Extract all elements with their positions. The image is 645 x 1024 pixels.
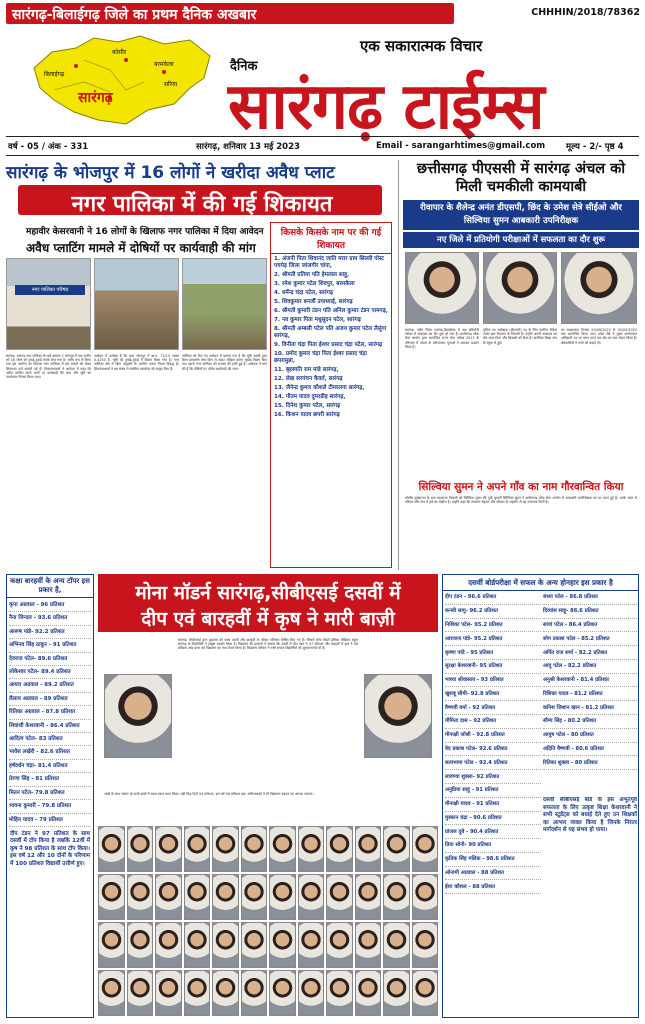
- student-photo: [184, 826, 211, 872]
- list-item: प्रिया सोनी- 90 प्रतिशत: [445, 839, 541, 853]
- story2-subhead3: सिल्विया सुमन ने अपने गाँव का नाम गौरवान्वित किया: [418, 481, 624, 493]
- story2-body-col3: का साक्षात्कार दिनांक 20/09/2022 से 30/09/2022 तक आयोजित किया गया। उमेश सेत्रे ने मुख्य कार्यपालन अधिकारी पद पर चयन प्राप्त कर क्षेत्र का नाम रोशन किया है। क्षेत्रवासियों ने सभी को बधाई दी।: [561, 328, 637, 345]
- list-item: मुस्कान चंद्रा - 90.6 प्रतिशत: [445, 812, 541, 826]
- list-item: आराधना पांडे- 95.2 प्रतिशत: [445, 632, 541, 646]
- student-photo: [241, 826, 268, 872]
- list-item: मीनाक्षी यादव - 91 प्रतिशत: [445, 798, 541, 812]
- complaint-list: [271, 254, 391, 423]
- list-item: मीनाक्षी जोशी - 92.8 प्रतिशत: [445, 729, 541, 743]
- student-photo: [155, 970, 182, 1016]
- student-photo: [127, 922, 154, 968]
- list-item: वैष्णवी वर्मा - 92 प्रतिशत: [445, 701, 541, 715]
- student-photo: [355, 874, 382, 920]
- tenth-toppers-note: दसवीं सीबीएसई बोर्ड के इस अभूतपूर्व सफलता के लिए उत्कृष्ट शिक्षा केशरवानी ने सभी स्टूडेंट्स को बधाई देते हुए उन शिक्षकों का आभार व्यक्त किया है जिनके निरंतर मार्गदर्शन से यह संभव हो पाया।: [543, 797, 637, 834]
- price: मूल्य - 2/- पृष्ठ 4: [566, 142, 624, 152]
- story2-headline: छत्तीसगढ़ पीएससी में सारंगढ़ अंचल को मिली चमकीली कामयाबी: [416, 161, 626, 195]
- student-photo-grid: [98, 826, 438, 1016]
- silviya-photo: [561, 252, 637, 324]
- student-photo: [241, 922, 268, 968]
- list-item: देवराज पटेल- 89.6 प्रतिशत: [9, 653, 91, 666]
- student-photo: [127, 826, 154, 872]
- student-photo: [212, 874, 239, 920]
- student-photo: [184, 922, 211, 968]
- list-item: अनुप्रिया साहू - 91 प्रतिशत: [445, 784, 541, 798]
- tenth-toppers-title: दसवीं बोर्डपरीक्षा में सफल के अन्य होनहार इस प्रकार है: [443, 575, 638, 591]
- issue-number: वर्ष - 05 / अंक - 331: [8, 142, 89, 152]
- list-item: सत्यभामा पटेल - 92.4 प्रतिशत: [445, 756, 541, 770]
- top-banner: [0, 0, 645, 26]
- list-item: लावण्या शुक्ला- 92 प्रतिशत: [445, 770, 541, 784]
- plot-photo-2: [182, 258, 267, 350]
- list-item: लैलाय अग्रवाल - 89 प्रतिशत: [9, 693, 91, 706]
- list-item: 10. प्रमोद कुमार चंद्रा पिता ईश्वर प्रसाद चंद्रा छपरामुन्ना,: [274, 351, 367, 364]
- list-item: अभिनव सिंह ठाकुर - 91 प्रतिशत: [9, 639, 91, 652]
- story1-subhead2: अवैध प्लाटिंग मामले में दोषियों पर कार्यवाही की मांग: [26, 241, 256, 255]
- list-item: लोकेश्वर पटेल- 89.4 प्रतिशत: [9, 666, 91, 679]
- list-item: आयु पटेल - 82.2 प्रतिशत: [543, 660, 637, 674]
- list-item: दीप टंडन - 96.6 प्रतिशत: [445, 591, 541, 605]
- list-item: वेद प्रकाश पटेल- 92.6 प्रतिशत: [445, 743, 541, 757]
- student-photo: [326, 826, 353, 872]
- student-photo: [383, 874, 410, 920]
- list-item: नैना जिन्दल - 93.6 प्रतिशत: [9, 612, 91, 625]
- student-photo: [212, 970, 239, 1016]
- student-photo: [298, 826, 325, 872]
- student-photo: [155, 874, 182, 920]
- student-photo: [155, 922, 182, 968]
- list-item: मितन पटेल- 79.8 प्रतिशत: [9, 787, 91, 800]
- photo-sign: नगर पालिका परिषद: [15, 285, 85, 295]
- student-photo: [326, 874, 353, 920]
- list-item: कनिश जिशान खान - 81.2 प्रतिशत: [543, 701, 637, 715]
- story3-body: सारंगढ़: सीबीएसई द्वारा शुक्रवार को कक्षा दसवीं और बारहवीं के परीक्षा परिणाम घोषित किए गए हैं। जिसमें मोना मॉडर्न इंग्लिश मीडियम स्कूल सारंगढ़ के विद्यार्थियों ने उत्कृष्ट प्रदर्शन किया है। विद्यालय की प्राचार्या ने बताया कि दसवीं में दीप टंडन ने 97 प्रतिशत और बारहवीं में कृष ने 98 प्रतिशत अंक प्राप्त कर विद्यालय का नाम रोशन किया है। विद्यालय परिवार ने सभी सफल विद्यार्थियों को शुभकामनाएं दी हैं।: [178, 638, 358, 651]
- list-item: निशिका पटेल- 95.2 प्रतिशत: [445, 619, 541, 633]
- list-item: 14. गौतम यादव दुमरडीह सारंगढ़,: [274, 394, 346, 400]
- story2-body-col2: पुलिस उप अधीक्षक (डीएसपी) पद के लिए चयनित शैलेन्द्र अनंत ग्राम रीवापार के निवासी हैं। उन्होंने अपनी सफलता का श्रेय माता-पिता और शिक्षकों को दिया है। प्रारंभिक शिक्षा गांव के स्कूल से हुई।: [483, 328, 557, 345]
- student-photo: [269, 874, 296, 920]
- deep-tandon-photo: [104, 674, 172, 758]
- story-psc-success: [398, 160, 639, 570]
- map-place: बिलाईगढ़: [44, 71, 65, 78]
- tenth-toppers-col2: [543, 591, 637, 770]
- complaint-list-box: [270, 222, 392, 568]
- twelfth-toppers-title: कक्षा बारहवीं के अन्य टॉपर इस प्रकार है,: [7, 575, 93, 598]
- student-photo: [98, 970, 125, 1016]
- list-item: कृपा अग्रवाल - 96 प्रतिशत: [9, 599, 91, 612]
- list-item: खुशबू सीमी- 92.8 प्रतिशत: [445, 687, 541, 701]
- student-photo: [241, 970, 268, 1016]
- list-item: कृष्णा पांडे - 95 प्रतिशत: [445, 646, 541, 660]
- student-photo: [326, 970, 353, 1016]
- student-photo: [412, 826, 439, 872]
- twelfth-toppers-box: [6, 574, 94, 1018]
- list-item: आरूष पांडे- 92.2 प्रतिशत: [9, 626, 91, 639]
- student-photo: [412, 922, 439, 968]
- student-photo: [127, 970, 154, 1016]
- story-cbse-results: [98, 574, 438, 1018]
- reg-number: CHHHIN/2018/78362: [531, 7, 640, 18]
- list-item: हर्षवर्धन चंद्रा- 81.4 प्रतिशत: [9, 760, 91, 773]
- list-item: 2. श्रीमती प्रतिमा पति हेमलाल साहू,: [274, 272, 350, 278]
- story1-body-col3: पालिका को दिए गए आवेदन में बताया गया है कि भूमि स्वामी द्वारा बिना डायवर्सन तथा बिना ले-आउट स्वीकृत कराए भूखंड विक्रय किए गए। इससे नगर पालिका को राजस्व की हानि हुई है। आवेदक ने मांग की है कि दोषियों पर उचित कार्यवाही की जाए।: [182, 354, 267, 371]
- list-item: 15. दिनेश कुमार पटेल, सारंगढ़: [274, 403, 341, 409]
- student-photo: [326, 922, 353, 968]
- municipal-office-photo: [6, 258, 91, 350]
- list-item: मौमिता दास - 92 प्रतिशत: [445, 715, 541, 729]
- email: Email - sarangarhtimes@gmail.com: [376, 141, 546, 151]
- student-photo: [355, 922, 382, 968]
- list-item: 9. विनीता चंद्रा पिता ईश्वर प्रसाद चंद्रा पटेल, सारंगढ़: [274, 342, 383, 348]
- student-photo: [184, 970, 211, 1016]
- daily-label: दैनिक: [230, 59, 258, 74]
- story-illegal-plot: [6, 160, 394, 570]
- list-item: दिव्यांश साहू- 86.6 प्रतिशत: [543, 605, 637, 619]
- list-item: 8. श्रीमती अम्बली पटेल पति अजय कुमार पटेल लैलूंगा सारंगढ़,: [274, 326, 387, 339]
- map-label: सारंगढ़: [78, 90, 113, 106]
- student-photo: [98, 874, 125, 920]
- student-photo: [98, 922, 125, 968]
- list-item: मोहित यादव - 79 प्रतिशत: [9, 814, 91, 827]
- twelfth-toppers-list: [7, 598, 93, 828]
- dateline-bar: [6, 136, 639, 156]
- student-photo: [383, 922, 410, 968]
- list-item: रितिका शुक्ला - 80 प्रतिशत: [543, 756, 637, 770]
- list-item: प्रांजल दुबे - 90.4 प्रतिशत: [445, 825, 541, 839]
- story1-body-col2: आवेदन में उल्लेख है कि ग्राम भोजपुर में ख.न. 71/10 रकबा 0.4250 है. भूमि को टुकड़े-टुकड़े में विक्रय किया गया है। नगर पालिका क्षेत्र में बिना अनुमति के प्लाटिंग करना नियम विरुद्ध है। शिकायतकर्ता ने इस संबंध में संबंधित दस्तावेज भी प्रस्तुत किए हैं।: [94, 354, 179, 371]
- tenth-toppers-col1: [445, 591, 541, 894]
- list-item: प्रेरणा सिंह - 81 प्रतिशत: [9, 773, 91, 786]
- list-item: अर्पित राज शर्मा - 82.2 प्रतिशत: [543, 646, 637, 660]
- list-item: रिशिका यादव - 81.2 प्रतिशत: [543, 687, 637, 701]
- student-photo: [412, 970, 439, 1016]
- list-item: सायां पटेल - 86.4 प्रतिशत: [543, 619, 637, 633]
- list-item: रितिका अग्रवाल - 87.8 प्रतिशत: [9, 706, 91, 719]
- story2-subhead1: रीवापार के शैलेन्द्र अनंत डीएसपी, छिंद के उमेश सेत्रे सीईओ और सिल्विया सुमन आबकारी उपनिरीक्षक: [420, 203, 622, 226]
- student-photo: [184, 874, 211, 920]
- student-photo: [98, 826, 125, 872]
- issue-date: सारंगढ़, शनिवार 13 मई 2023: [196, 142, 300, 152]
- list-item: सोम प्रकाश पटेल - 85.2 प्रतिशत: [543, 632, 637, 646]
- student-photo: [269, 922, 296, 968]
- list-item: कृतिक सिंह मलिक - 98.6 प्रतिशत: [445, 853, 541, 867]
- krish-photo: [364, 674, 432, 758]
- student-photo: [212, 922, 239, 968]
- list-item: सुरक्षा केशरवानी- 95 प्रतिशत: [445, 660, 541, 674]
- list-item: 11. बृहस्पति राम मांडे सारंगढ़,: [274, 367, 339, 373]
- list-item: अनुश्री केशरवानी - 81.4 प्रतिशत: [543, 674, 637, 688]
- story3-headline2: दीप एवं बारहवीं में कृष ने मारी बाज़ी: [141, 608, 395, 630]
- story2-subhead2: नए जिले में प्रतियोगी परीक्षाओं में सफलता का दौर शुरू: [437, 234, 605, 244]
- list-item: 5. शिवकुमार बनर्जी उपाध्याई, सारंगढ़: [274, 299, 353, 305]
- slogan: एक सकारात्मक विचार: [360, 37, 483, 55]
- story1-headline2: नगर पालिका में की गई शिकायत: [71, 192, 333, 217]
- district-map: [14, 30, 219, 130]
- list-item: भावेश लखेरी - 82.6 प्रतिशत: [9, 746, 91, 759]
- student-photo: [355, 826, 382, 872]
- student-photo: [127, 874, 154, 920]
- student-photo: [298, 874, 325, 920]
- story3-headline: मोना मॉडर्न सारंगढ़,सीबीएसई दसवीं में: [135, 582, 401, 604]
- student-photo: [269, 970, 296, 1016]
- list-item: आयुष पटेल - 80 प्रतिशत: [543, 729, 637, 743]
- list-item: भाव्या श्रीवास्तव - 93 प्रतिशत: [445, 674, 541, 688]
- student-photo: [298, 970, 325, 1016]
- newspaper-title: सारंगढ़ टाईम्स: [228, 70, 544, 144]
- map-place: बरमकेला: [154, 61, 174, 68]
- student-photo: [383, 826, 410, 872]
- list-item: 13. जैनेन्द्र कुमार कौशले टीमरलगा सारंगढ़,: [274, 385, 365, 391]
- student-photo: [212, 826, 239, 872]
- masthead: [0, 26, 645, 144]
- list-item: भावना कुमारी - 79.8 प्रतिशत: [9, 800, 91, 813]
- list-item: संध्या पटेल - 86.8 प्रतिशत: [543, 591, 637, 605]
- list-item: 6. श्रीमती कुमारी टंडन पति अनिल कुमार टंडन पामगढ़,: [274, 308, 388, 314]
- umesh-photo: [483, 252, 557, 324]
- list-item: अदिति वैष्णवी - 80.6 प्रतिशत: [543, 743, 637, 757]
- shailendra-photo: [405, 252, 479, 324]
- list-item: 1. अंजनी पिता शिवानंद जाति मरार ग्राम सिल्ली पोस्ट पचपेड़ जिला जांजगीर चांपा,: [274, 256, 384, 269]
- list-item: 4. धर्मेन्द्र चंद्रा पटेल, सारंगढ़: [274, 290, 333, 296]
- list-item: ईशा कौशल - 88 प्रतिशत: [445, 880, 541, 894]
- student-photo: [298, 922, 325, 968]
- story1-subhead1: महावीर केसरवानी ने 16 लोगों के खिलाफ नगर पालिका में दिया आवेदन: [26, 227, 264, 237]
- list-item: 12. लेख सरपंचन कैवर्त, सारंगढ़: [274, 376, 343, 382]
- story2-body-bottom: कोसीर मुख्यालय के ग्राम महाराजा निवासी श्री सिल्विया सुमन की पुत्री कुमारी सिल्विया सुमन ने छत्तीसगढ़ लोक सेवा आयोग में आबकारी उपनिरीक्षक पद पर चयन हुई है। उनके चयन से परिवार और गांव में हर्ष का माहौल है। उन्होंने कहा कि लगातार मेहनत और परिवार के सहयोग से यह सफलता मिली है।: [405, 496, 637, 505]
- list-item: सौम्य सिंह - 80.2 प्रतिशत: [543, 715, 637, 729]
- banner-tagline: सारंगढ़-बिलाईगढ़ जिले का प्रथम दैनिक अखबार: [12, 7, 257, 23]
- student-photo: [269, 826, 296, 872]
- map-place: कोसीर: [112, 49, 127, 56]
- list-item: 16. किशन यादव छपरी सारंगढ़: [274, 412, 340, 418]
- twelfth-toppers-note: दीप टंडन ने 97 प्रतिशत के साथ दसवीं में टॉप किया है जबकि 12वीं में कृष ने 98 प्रतिशत के साथ टॉप किया। इस वर्ष 12 और 10 दोनों के परिणाम में 100 प्रतिशत विद्यार्थी उत्तीर्ण हुए।: [10, 830, 90, 867]
- complaint-list-title: किसके किसके नाम पर की गई शिकायत: [271, 223, 391, 254]
- list-item: 3. रमेश कुमार पटेल शिवपुर, बरमकेला: [274, 281, 355, 287]
- list-item: 7. नव कुमार पिता मधुसूदन पटेल, सारंगढ़: [274, 317, 361, 323]
- list-item: शिवांशी केशरवानी - 86.4 प्रतिशत: [9, 720, 91, 733]
- tenth-toppers-box: [442, 574, 639, 1018]
- student-photo: [383, 970, 410, 1016]
- list-item: ओनामी अग्रवाल - 88 प्रतिशत: [445, 867, 541, 881]
- story3-body2: अंकों के साथ सफल रहे सभी छात्रों में प्रथम स्थान प्राप्त किया। वहीं पिछ दिनों 94 प्रतिशत, इस वर्ष 98 प्रतिशत रहा। अभिभावकों ने भी विद्यालय प्रबंधन का आभार जताया।: [104, 792, 314, 796]
- list-item: आयरा अग्रवाल - 89.2 प्रतिशत: [9, 679, 91, 692]
- student-photo: [412, 874, 439, 920]
- plot-photo-1: [94, 258, 179, 350]
- student-photo: [155, 826, 182, 872]
- story1-body-col1: सारंगढ़: सारंगढ़ नगर पालिका के वार्ड क्रमांक 2 भोजपुर में एक जमीन को 16 लोगों को टुकड़े-टुकड़े करके बेचा गया है। अवैध रूप से किया गया इस प्लाटिंग का विकास नगर पालिका में इस मामले को लेकर शिकायत दर्ज करायी गई है। शिकायतकर्ता ने आवेदन में कहा कि अवैध प्लाटिंग करने वालों पर कार्यवाही की जाए और भूमि का नामांतरण निरस्त किया जाए।: [6, 354, 91, 380]
- map-place: सरिया: [164, 81, 178, 88]
- list-item: कनवी सागु- 96.2 प्रतिशत: [445, 605, 541, 619]
- story1-headline: सारंगढ़ के भोजपुर में 16 लोगों ने खरीदा अवैध प्लाट: [6, 163, 335, 183]
- story2-body-col1: सारंगढ़: नवीन जिला सारंगढ़-बिलाईगढ़ में अब प्रतियोगी परीक्षा में सफलता का दौर शुरू हो गया है। छत्तीसगढ़ लोक सेवा आयोग द्वारा आयोजित राज्य सेवा परीक्षा 2022 के परिणाम में अंचल के प्रतिभावान युवाओं ने शानदार प्रदर्शन किया है।: [405, 328, 479, 349]
- student-photo: [241, 874, 268, 920]
- student-photo: [355, 970, 382, 1016]
- list-item: आदित्य पटेल- 83 प्रतिशत: [9, 733, 91, 746]
